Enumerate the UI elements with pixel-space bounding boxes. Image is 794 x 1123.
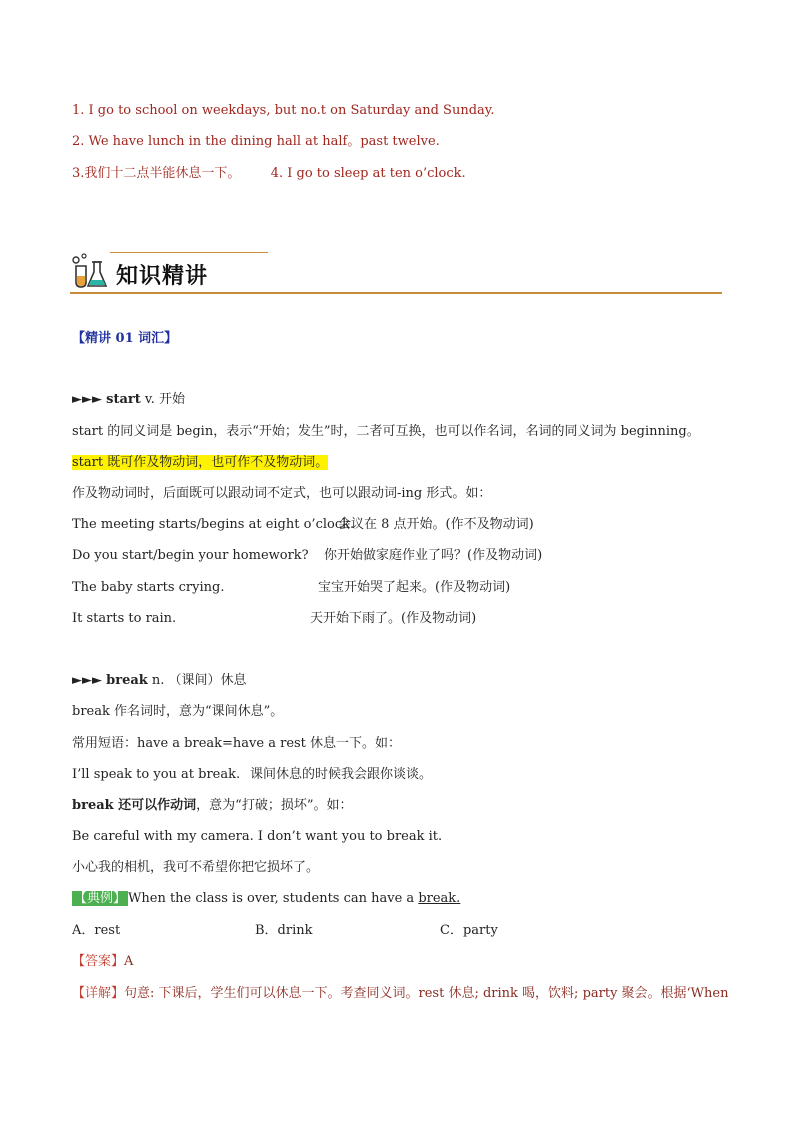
break-line-2: 常用短语：have a break=have a rest 休息一下。如： [72, 736, 402, 751]
header-rule [70, 292, 722, 294]
start-pos: v. 开始 [140, 392, 185, 407]
start-ex2-en: Do you start/begin your homework? [72, 548, 309, 563]
start-example-1 [72, 516, 534, 534]
start-ex1-en: The meeting starts/begins at eight o’clock. [72, 517, 355, 532]
header-top-rule [110, 252, 268, 253]
start-line-1: start 的同义词是 begin，表示“开始；发生”时，二者可互换，也可以作名词，名词的同义词为 beginning。 [72, 424, 700, 439]
break-word: break [106, 673, 148, 688]
detail-line [72, 985, 728, 1003]
start-ex3-en: The baby starts crying. [72, 580, 225, 595]
detail-text: 句意: 下课后，学生们可以休息一下。考查同义词。rest 休息; drink 喝，饮料; party 聚会。根据‘When [124, 986, 729, 1001]
flask-icon [70, 252, 110, 290]
break-example-2-zh: 小心我的相机，我可不希望你把它损坏了。 [72, 860, 320, 875]
example-options [72, 922, 498, 940]
example-tag: 【典例】 [74, 891, 127, 906]
start-ex3-zh: 宝宝开始哭了起来。(作及物动词) [318, 580, 511, 595]
detail-tag: 【详解】 [72, 986, 125, 1001]
start-ex2-zh: 你开始做家庭作业了吗？(作及物动词) [324, 548, 543, 563]
option-b: B．drink [255, 923, 313, 938]
start-word: start [106, 392, 141, 407]
break-example-1 [72, 766, 433, 784]
section-header [70, 250, 722, 294]
example-question [72, 890, 460, 908]
start-ex4-zh: 天开始下雨了。(作及物动词) [310, 611, 477, 626]
arrow-icon: ►►► [72, 392, 102, 407]
start-heading [72, 391, 185, 409]
break-verb-meaning: ，意为“打破；损坏”。如： [196, 798, 353, 813]
option-c: C．party [440, 923, 498, 938]
break-pos: n. （课间）休息 [147, 673, 247, 688]
sentence-3-4 [72, 165, 466, 183]
sentence-3: 3.我们十二点半能休息一下。 [72, 166, 241, 181]
arrow-icon: ►►► [72, 673, 102, 688]
start-example-2 [72, 547, 543, 565]
start-ex1-zh: 会议在 8 点开始。(作不及物动词) [338, 517, 534, 532]
option-a: A．rest [72, 923, 121, 938]
sentence-2: 2. We have lunch in the dining hall at half。past twelve. [72, 134, 440, 149]
sentence-4: 4. I go to sleep at ten o’clock. [270, 166, 466, 181]
start-line-2 [72, 454, 328, 472]
answer-line [72, 953, 133, 971]
break-ex1-zh: 课间休息的时候我会跟你谈谈。 [250, 767, 433, 782]
sentence-1: 1. I go to school on weekdays, but no.t on Saturday and Sunday. [72, 103, 495, 118]
start-highlight: start 既可作及物动词，也可作不及物动词。 [72, 455, 329, 470]
answer-tag: 【答案】 [72, 954, 125, 969]
example-underlined-word: break. [418, 891, 461, 906]
answer-value: A [124, 954, 134, 969]
break-line-3 [72, 797, 352, 815]
break-example-2-en: Be careful with my camera. I don’t want you to break it. [72, 829, 443, 844]
start-line-3: 作及物动词时，后面既可以跟动词不定式，也可以跟动词-ing 形式。如： [72, 486, 492, 501]
start-example-4 [72, 610, 477, 628]
break-heading [72, 672, 247, 690]
example-question-text: When the class is over, students can have a [128, 891, 419, 906]
break-line-1: break 作名词时，意为“课间休息”。 [72, 704, 284, 719]
section-label: 【精讲 01 词汇】 [72, 331, 178, 346]
start-example-3 [72, 579, 511, 597]
break-verb-note: break 还可以作动词 [72, 798, 197, 813]
break-ex1-en: I’ll speak to you at break. [72, 767, 241, 782]
section-title: 知识精讲 [116, 264, 209, 289]
start-ex4-en: It starts to rain. [72, 611, 177, 626]
